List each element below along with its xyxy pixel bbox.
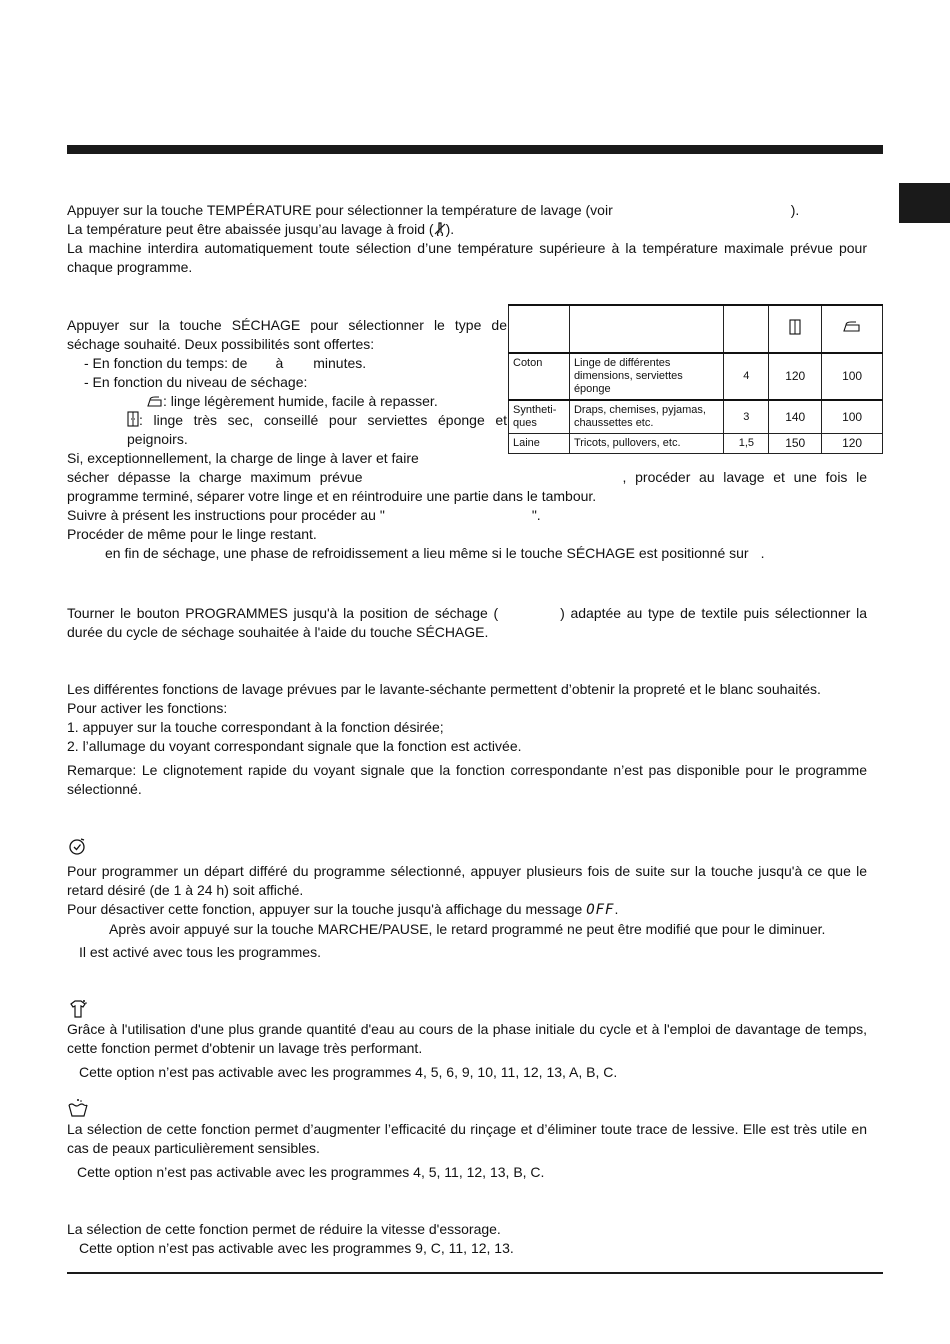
drying-only-section (67, 604, 867, 642)
iron-icon (843, 321, 861, 333)
extra-rinse-section (67, 1120, 867, 1182)
functions-section (67, 680, 867, 799)
cupboard-minutes-cell: 150 (769, 434, 822, 454)
kg-cell: 4 (724, 353, 769, 400)
drying-only-text: Tourner le bouton PROGRAMMES jusqu'à la position de séchage ( ) adaptée au type de textile puis sélectionner la durée du cycle de séchage souhaitée à l'aide du touche SÉCHAGE. (67, 605, 867, 640)
header-type-cell (569, 305, 723, 353)
cupboard-icon (789, 319, 801, 335)
iron-minutes-cell: 120 (822, 434, 883, 454)
drying-level-cupboard: : linge très sec, conseillé pour serviettes éponge et peignoirs. (127, 412, 507, 447)
temperature-line3: La machine interdira automatiquement toute sélection d’une température supérieure à la température maximale prévue pour chaque programme. (67, 240, 867, 275)
header-kg-cell (724, 305, 769, 353)
language-tab-marker (899, 183, 950, 223)
iron-icon (147, 396, 163, 408)
rinse-basin-icon (67, 1097, 89, 1119)
type-cell: Linge de différentes dimensions, serviettes éponge (569, 353, 723, 400)
drying-intro: Appuyer sur la touche SÉCHAGE pour sélectionner le type de séchage souhaité. Deux possibilités sont offertes: (67, 317, 507, 352)
drying-overload-block (67, 468, 867, 563)
cupboard-minutes-cell: 140 (769, 400, 822, 434)
kg-cell: 3 (724, 400, 769, 434)
temperature-section (67, 201, 867, 277)
super-wash-p2: Cette option n’est pas activable avec les programmes 4, 5, 6, 9, 10, 11, 12, 13, A, B, C. (79, 1064, 618, 1080)
cupboard-minutes-cell: 120 (769, 353, 822, 400)
kg-cell: 1,5 (724, 434, 769, 454)
temperature-line2: La température peut être abaissée jusqu’au lavage à froid ( ). (67, 221, 455, 237)
super-wash-p1: Grâce à l'utilisation d'une plus grande quantité d'eau au cours de la phase initiale du cycle et à l'emploi de davantage de temps, cette fonction permet d'obtenir un lavage très performant. (67, 1021, 867, 1056)
functions-step1: 1. appuyer sur la touche correspondant à la fonction désirée; (67, 719, 444, 735)
cupboard-icon (127, 411, 139, 427)
functions-activate: Pour activer les fonctions: (67, 700, 228, 716)
drying-overload-a: Si, exceptionnellement, la charge de linge à laver et faire (67, 450, 419, 466)
functions-intro: Les différentes fonctions de lavage prévues par le lavante-séchante permettent d’obtenir la propreté et le blanc souhaités. (67, 681, 821, 697)
drying-level-cupboard-block (67, 411, 507, 468)
temperature-line1: Appuyer sur la touche TEMPÉRATURE pour sélectionner la température de lavage (voir ). (67, 202, 800, 218)
drying-repeat: Procéder de même pour le linge restant. (67, 526, 317, 542)
header-fabric-cell (509, 305, 570, 353)
fabric-cell: Syntheti-ques (509, 400, 570, 434)
extra-rinse-p2: Cette option n’est pas activable avec les programmes 4, 5, 11, 12, 13, B, C. (77, 1164, 545, 1180)
drying-option-time: - En fonction du temps: de à minutes. (84, 355, 367, 371)
table-row (509, 353, 883, 400)
spin-p2: Cette option n’est pas activable avec les programmes 9, C, 11, 12, 13. (79, 1240, 514, 1256)
fabric-cell: Laine (509, 434, 570, 454)
fabric-cell: Coton (509, 353, 570, 400)
delay-section (67, 862, 867, 962)
iron-minutes-cell: 100 (822, 400, 883, 434)
delay-p1: Pour programmer un départ différé du programme sélectionné, appuyer plusieurs fois de suite sur la touche jusqu'à ce que le retard désiré (de 1 à 24 h) soit affiché. (67, 863, 867, 898)
spin-p1: La sélection de cette fonction permet de réduire la vitesse d'essorage. (67, 1221, 501, 1237)
spin-section (67, 1220, 867, 1258)
functions-remark: Remarque: Le clignotement rapide du voyant signale que la fonction correspondante n’est pas disponible pour le programme sélectionné. (67, 762, 867, 797)
drying-times-table (508, 304, 883, 454)
table-row (509, 400, 883, 434)
functions-step2: 2. l’allumage du voyant correspondant signale que la fonction est activée. (67, 738, 522, 754)
drying-section (67, 316, 507, 411)
delay-p4: Il est activé avec tous les programmes. (79, 944, 321, 960)
shirt-stain-icon (67, 998, 89, 1020)
delay-p2: Pour désactiver cette fonction, appuyer sur la touche jusqu'à affichage du message OFF. (67, 901, 619, 918)
super-wash-section (67, 1020, 867, 1082)
iron-minutes-cell: 100 (822, 353, 883, 400)
type-cell: Tricots, pullovers, etc. (569, 434, 723, 454)
cold-wash-icon (434, 222, 446, 236)
drying-option-level: - En fonction du niveau de séchage: (84, 374, 308, 390)
drying-follow: Suivre à présent les instructions pour procéder au " ". (67, 507, 541, 523)
header-rule (67, 145, 883, 154)
extra-rinse-p1: La sélection de cette fonction permet d’augmenter l’efficacité du rinçage et d’éliminer toute trace de lessive. Elle est très utile en cas de peaux particulièrement sensibles. (67, 1121, 867, 1156)
table-header-row (509, 305, 883, 353)
clock-icon (67, 836, 89, 858)
header-cupboard-cell (769, 305, 822, 353)
table-row (509, 434, 883, 454)
header-iron-cell (822, 305, 883, 353)
drying-overload: sécher dépasse la charge maximum prévue , procéder au lavage et une fois le programme terminé, séparer votre linge et en réintroduire une partie dans le tambour. (67, 469, 868, 504)
type-cell: Draps, chemises, pyjamas, chaussettes etc. (569, 400, 723, 434)
off-display-text: OFF (586, 902, 615, 918)
footer-rule (67, 1272, 883, 1274)
drying-note: en fin de séchage, une phase de refroidissement a lieu même si le touche SÉCHAGE est positionné sur . (105, 545, 765, 561)
drying-level-iron: : linge légèrement humide, facile à repasser. (67, 392, 507, 411)
delay-p3: Après avoir appuyé sur la touche MARCHE/PAUSE, le retard programmé ne peut être modifié que pour le diminuer. (109, 921, 826, 937)
